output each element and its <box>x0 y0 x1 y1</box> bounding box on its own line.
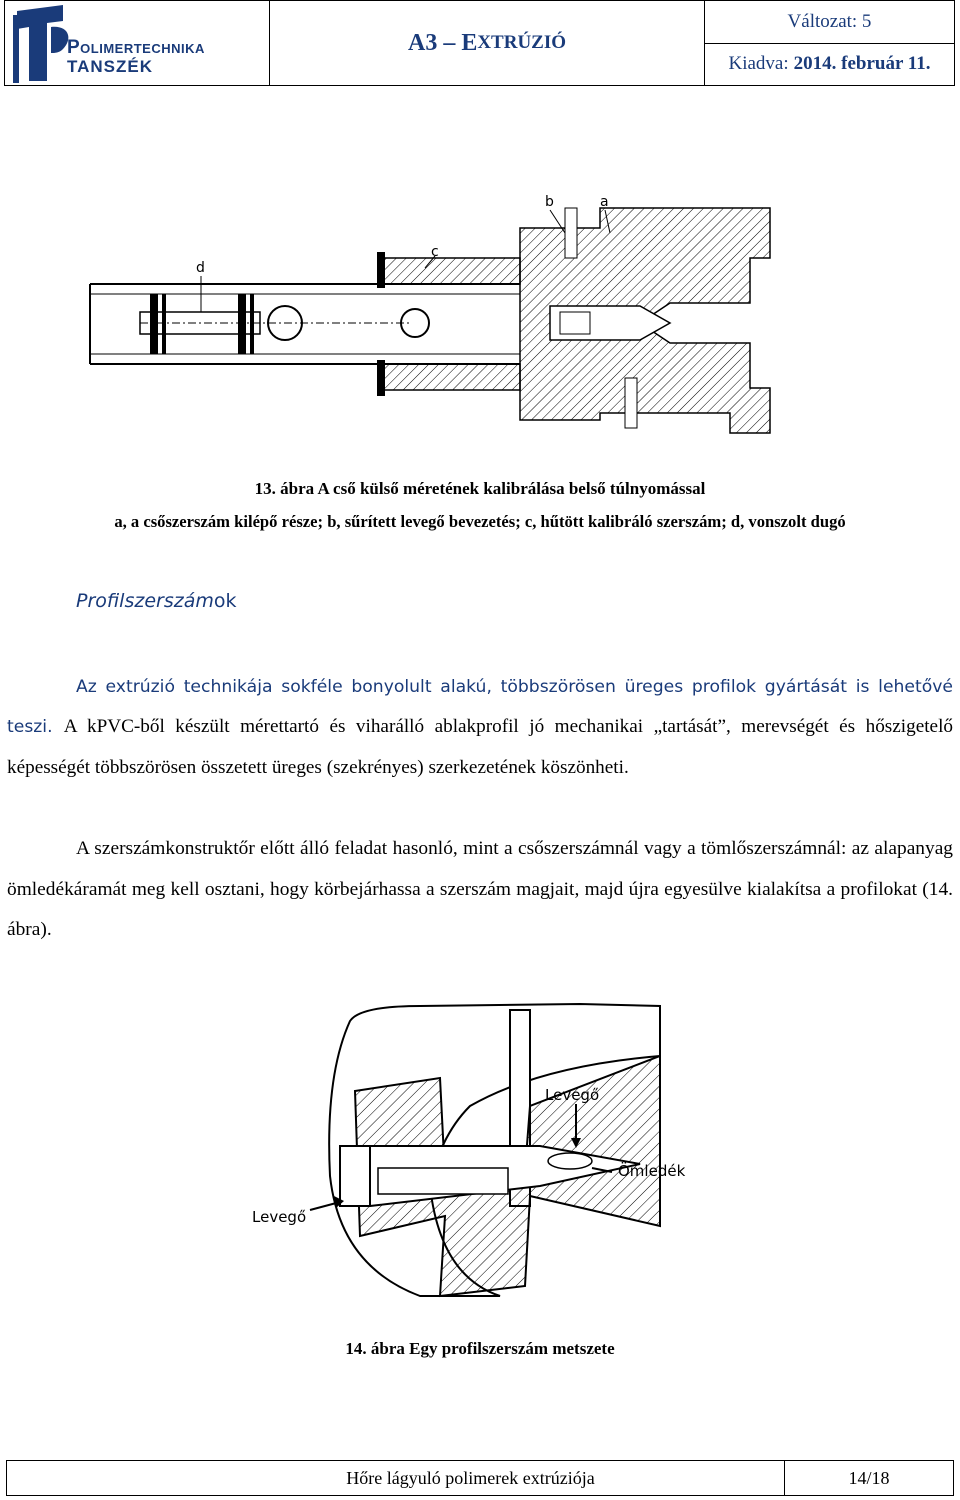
section-title-italic: Profilszerszám <box>76 590 214 612</box>
logo-line1: Polimertechnika <box>67 37 205 58</box>
paragraph-1-part1: Az extrúzió technikája sokféle bonyolult alakú, többszörösen üreges profilok gyártását is lehetővé teszi. <box>7 677 953 738</box>
tp-logo-mark-icon <box>11 1 73 85</box>
page-number: 14/18 <box>784 1461 953 1495</box>
page-header <box>4 0 955 86</box>
label-levego-left: Levegő <box>252 1208 307 1226</box>
footer-title: Hőre lágyuló polimerek extrúziója <box>346 1467 595 1488</box>
logo-line2: TANSZÉK <box>67 57 154 76</box>
label-d: d <box>196 260 205 276</box>
label-a: a <box>600 194 609 210</box>
figure-14-caption: 14. ábra Egy profilszerszám metszete <box>345 1339 615 1358</box>
paragraph-1-part2: A kPVC-ből készült mérettartó és viharálló ablakprofil jó mechanikai „tartását”, merevségét és hőszigetelő képességét többszörösen összetett üreges (szekrényes) szerkezetének köszönheti. <box>7 716 953 778</box>
title-big: A3 – E <box>407 29 478 56</box>
label-levego-top: Levegő <box>545 1086 600 1104</box>
document-title <box>270 1 705 85</box>
section-title <box>76 590 236 612</box>
figure-13-legend: a, a csőszerszám kilépő része; b, sűrített levegő bevezetés; c, hűtött kalibráló szerszám; d, vonszolt dugó <box>114 512 846 531</box>
title-smallcaps: XTRÚZIÓ <box>477 32 567 53</box>
paragraph-2: A szerszámkonstruktőr előtt álló feladat hasonló, mint a csőszerszámnál vagy a tömlőszerszámnál: az alapanyag ömledékáramát meg kell osztani, hogy körbejárhassa a szerszám magjait, majd újra egyesülve kialakítsa a profilokat (14. ábra). <box>7 838 953 940</box>
page-footer <box>6 1460 954 1496</box>
version-label: Változat: 5 <box>705 1 954 44</box>
label-c: c <box>431 244 439 260</box>
figure-13-caption: 13. ábra A cső külső méretének kalibrálása belső túlnyomással <box>254 479 706 498</box>
issued-prefix: Kiadva: <box>728 53 789 75</box>
label-b: b <box>545 194 554 210</box>
issued-date: 2014. február 11. <box>793 53 931 75</box>
version-info <box>705 1 954 85</box>
paragraph-1 <box>7 667 953 788</box>
figure-13-drawing <box>80 188 780 438</box>
department-logo <box>5 1 270 85</box>
section-title-plain: ok <box>213 590 237 612</box>
figure-14-drawing <box>240 996 720 1316</box>
issued-info <box>705 44 954 86</box>
label-omledek: Ömledék <box>618 1162 686 1180</box>
